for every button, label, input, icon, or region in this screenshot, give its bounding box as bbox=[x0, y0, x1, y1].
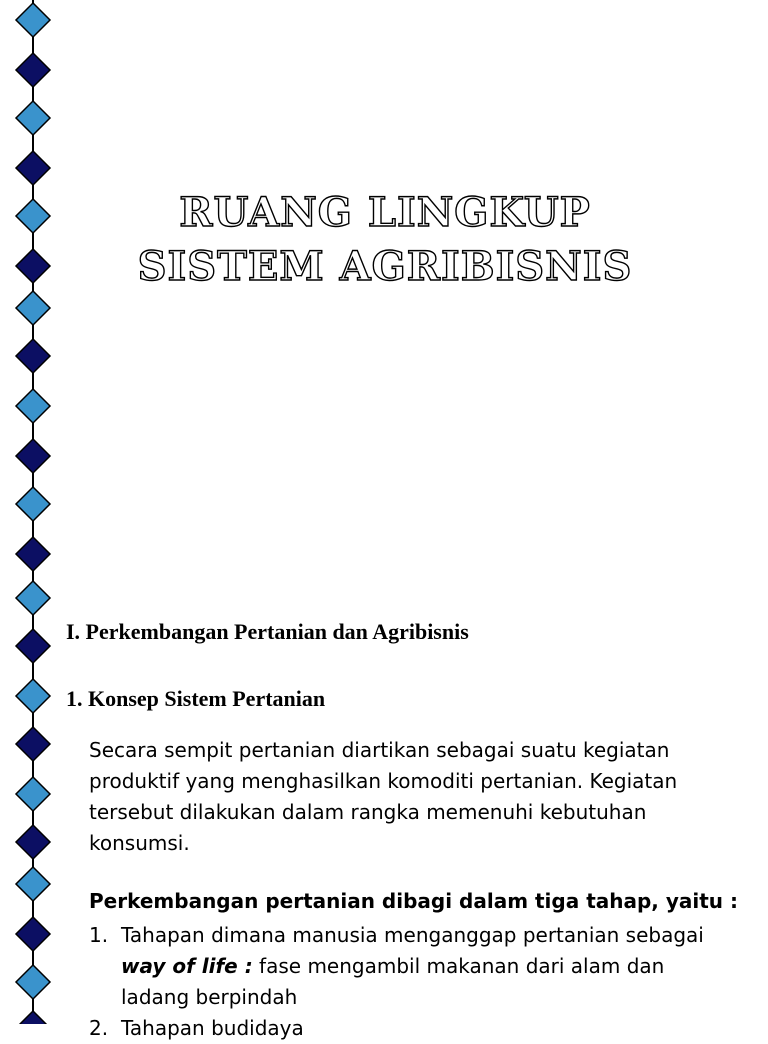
dark-diamond bbox=[16, 917, 50, 951]
list-lead-text: Perkembangan pertanian dibagi dalam tiga tahap, yaitu : bbox=[89, 889, 739, 913]
light-diamond bbox=[16, 389, 50, 423]
dark-diamond bbox=[16, 537, 50, 571]
light-diamond bbox=[16, 199, 50, 233]
section-heading: I. Perkembangan Pertanian dan Agribisnis bbox=[66, 619, 469, 644]
dark-diamond bbox=[16, 53, 50, 87]
list-item bbox=[89, 920, 729, 1013]
dark-diamond bbox=[16, 151, 50, 185]
list-item-text: Tahapan budidaya bbox=[121, 1016, 304, 1040]
dark-diamond bbox=[16, 439, 50, 473]
dark-diamond bbox=[16, 629, 50, 663]
light-diamond bbox=[16, 777, 50, 811]
stages-list bbox=[89, 920, 729, 1044]
decorative-diamond-border bbox=[0, 0, 70, 1024]
light-diamond bbox=[16, 101, 50, 135]
list-item-number: 2. bbox=[89, 1016, 109, 1040]
dark-diamond bbox=[16, 1011, 50, 1024]
light-diamond bbox=[16, 581, 50, 615]
light-diamond bbox=[16, 679, 50, 713]
light-diamond bbox=[16, 291, 50, 325]
list-item-emphasis: way of life : bbox=[121, 954, 253, 978]
list-item-text: Tahapan dimana manusia menganggap pertanian sebagai bbox=[121, 923, 704, 947]
page-title: RUANG LINGKUP SISTEM AGRIBISNIS bbox=[137, 189, 633, 290]
subsection-heading: 1. Konsep Sistem Pertanian bbox=[66, 686, 326, 711]
light-diamond bbox=[16, 3, 50, 37]
list-item-number: 1. bbox=[89, 923, 109, 947]
list-item-text-continued: fase mengambil makanan dari alam dan ladang berpindah bbox=[121, 954, 665, 1009]
dark-diamond bbox=[16, 339, 50, 373]
dark-diamond bbox=[16, 727, 50, 761]
body-paragraph: Secara sempit pertanian diartikan sebagai suatu kegiatan produktif yang menghasilkan komoditi pertanian. Kegiatan tersebut dilakukan dalam rangka memenuhi kebutuhan konsumsi. bbox=[89, 738, 678, 855]
dark-diamond bbox=[16, 825, 50, 859]
light-diamond bbox=[16, 867, 50, 901]
light-diamond bbox=[16, 965, 50, 999]
list-item bbox=[89, 1013, 729, 1044]
light-diamond bbox=[16, 487, 50, 521]
dark-diamond bbox=[16, 249, 50, 283]
